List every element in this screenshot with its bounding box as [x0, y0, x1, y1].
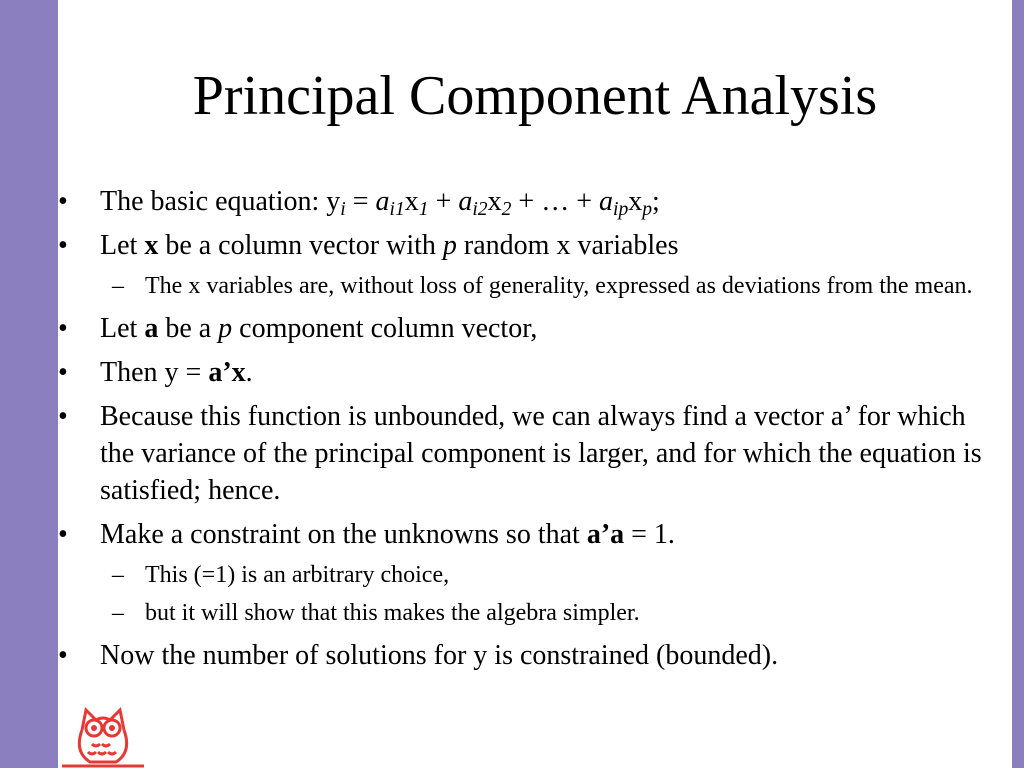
sub-bullet-item: [58, 271, 998, 302]
text-segment: p: [642, 198, 653, 220]
text-segment: be a column vector with: [158, 230, 443, 261]
text-segment: 1: [418, 198, 429, 220]
text-segment: component column vector,: [232, 313, 538, 344]
slide-title: Principal Component Analysis: [192, 65, 878, 127]
text-segment: Now the number of solutions for y is constrained (bounded).: [100, 640, 779, 671]
text-segment: x: [144, 230, 159, 261]
text-segment: ;: [652, 186, 660, 217]
text-segment: a: [599, 186, 613, 217]
text-segment: Let: [100, 313, 145, 344]
text-segment: ip: [613, 198, 629, 220]
text-segment: but it will show that this makes the algebra simpler.: [145, 600, 640, 626]
text-segment: + … +: [511, 186, 599, 217]
bullet-item: [58, 227, 998, 264]
text-segment: a’x: [208, 357, 246, 388]
right-side-bar: [1012, 0, 1024, 768]
text-segment: x: [628, 186, 643, 217]
left-side-bar: [0, 0, 58, 768]
text-segment: The basic equation: y: [100, 186, 341, 217]
text-segment: i: [340, 198, 346, 220]
text-segment: Then y =: [100, 357, 209, 388]
bullet-item: [58, 398, 998, 509]
text-segment: = 1.: [624, 519, 675, 550]
text-segment: =: [345, 186, 376, 217]
text-segment: i1: [389, 198, 405, 220]
text-segment: x: [487, 186, 502, 217]
bullet-item: [58, 516, 998, 553]
text-segment: Because this function is unbounded, we can always find a vector a’ for which the variance of the principal component is larger, and for which the equation is satisfied; hence.: [100, 401, 982, 506]
text-segment: The x variables are, without loss of generality, expressed as deviations from the mean.: [145, 273, 973, 299]
text-segment: p: [218, 313, 233, 344]
bullet-item: [58, 354, 998, 391]
text-segment: Let: [100, 230, 145, 261]
text-segment: random x variables: [456, 230, 679, 261]
sub-bullet-item: [58, 598, 998, 629]
bullet-list: [58, 183, 998, 681]
text-segment: .: [245, 357, 253, 388]
text-segment: +: [428, 186, 459, 217]
text-segment: a: [375, 186, 390, 217]
text-segment: p: [442, 230, 457, 261]
text-segment: x: [404, 186, 419, 217]
sub-bullet-item: [58, 560, 998, 591]
text-segment: a’a: [586, 519, 625, 550]
bullet-item: [58, 310, 998, 347]
text-segment: a: [458, 186, 473, 217]
text-segment: i2: [472, 198, 488, 220]
text-segment: 2: [501, 198, 512, 220]
owl-icon: [60, 700, 146, 768]
text-segment: Make a constraint on the unknowns so that: [100, 519, 587, 550]
bullet-item: [58, 637, 998, 674]
bullet-item: [58, 183, 998, 220]
text-segment: This (=1) is an arbitrary choice,: [145, 562, 450, 588]
text-segment: be a: [158, 313, 219, 344]
text-segment: a: [144, 313, 159, 344]
